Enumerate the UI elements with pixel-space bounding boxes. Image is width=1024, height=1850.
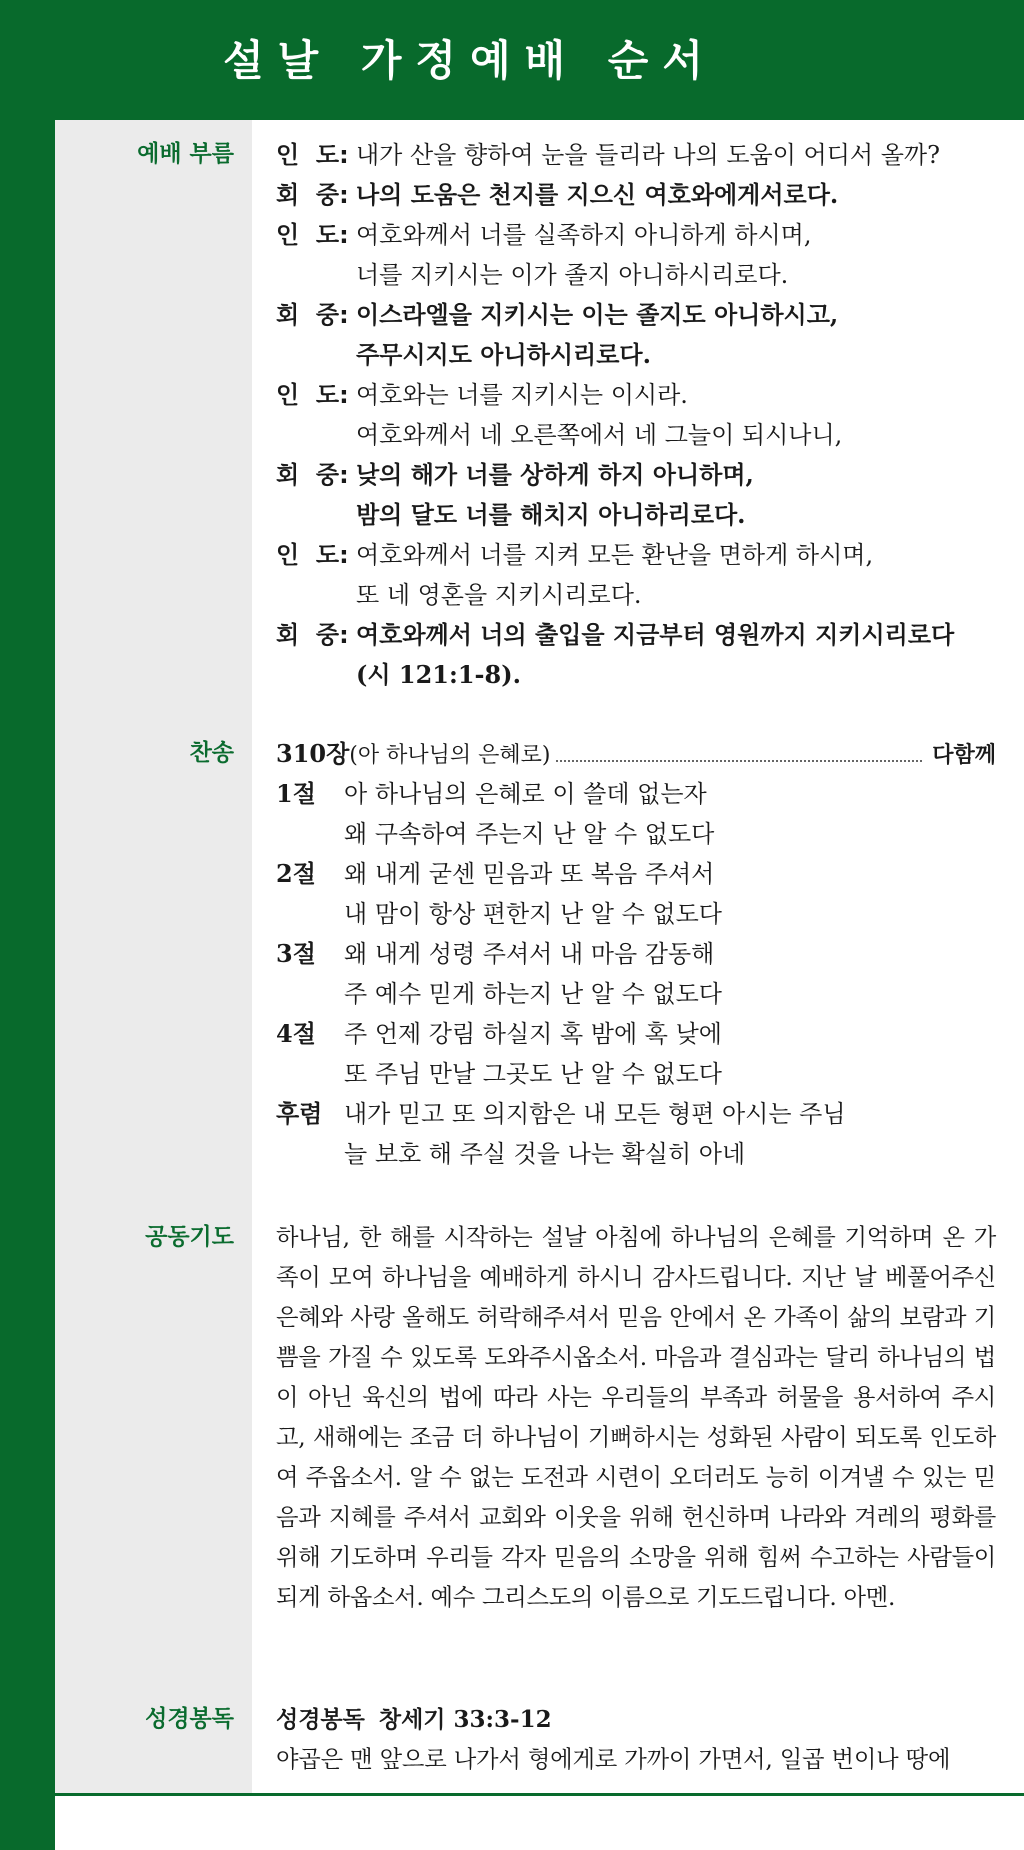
verse-line	[276, 1054, 996, 1094]
call-line	[276, 655, 996, 695]
call-line	[276, 215, 996, 255]
verse-text: 또 주님 만날 그곳도 난 알 수 없도다	[344, 1060, 722, 1088]
call-line-text: 여호와께서 네 오른쪽에서 네 그늘이 되시나니,	[356, 421, 843, 449]
call-to-worship-section	[276, 135, 996, 695]
call-line	[276, 615, 996, 655]
header-bar	[0, 0, 1024, 120]
verse-line	[276, 774, 996, 814]
section-label-scripture: 성경봉독	[145, 1706, 234, 1732]
call-line-text: 여호와께서 너를 지켜 모든 환난을 면하게 하시며,	[356, 541, 874, 569]
scripture-reference: 창세기 33:3-12	[378, 1706, 552, 1733]
section-label-hymn: 찬송	[189, 740, 234, 766]
scripture-section	[276, 1700, 996, 1780]
call-line-text: 나의 도움은 천지를 지으신 여호와에게서로다.	[356, 180, 839, 209]
verse-text: 늘 보호 해 주실 것을 나는 확실히 아네	[344, 1140, 746, 1168]
verse-text: 왜 내게 굳센 믿음과 또 복음 주셔서	[344, 860, 715, 888]
call-line-text: 밤의 달도 너를 해치지 아니하리로다.	[356, 500, 746, 529]
call-line	[276, 175, 996, 215]
hymn-number: 310장	[276, 739, 350, 768]
speaker-label: 회 중:	[276, 621, 349, 649]
section-label-prayer: 공동기도	[145, 1224, 234, 1250]
scripture-heading	[276, 1700, 996, 1740]
verse-label: 4절	[276, 1019, 316, 1048]
section-label-column	[55, 120, 252, 1795]
call-line	[276, 335, 996, 375]
verse-text: 왜 구속하여 주는지 난 알 수 없도다	[344, 820, 715, 848]
verse-label: 후렴	[276, 1099, 323, 1128]
call-line-text: 이스라엘을 지키시는 이는 졸지도 아니하시고,	[356, 300, 839, 329]
speaker-label: 회 중:	[276, 461, 349, 489]
call-line-text: 여호와께서 너의 출입을 지금부터 영원까지 지키시리로다	[356, 620, 955, 649]
speaker-label: 인 도:	[276, 221, 349, 249]
section-label-call-to-worship: 예배 부름	[137, 141, 234, 167]
hymn-title: (아 하나님의 은혜로)	[349, 743, 551, 768]
call-line-text: 또 네 영혼을 지키시리로다.	[356, 581, 642, 609]
hymn-performer: 다함께	[932, 743, 996, 768]
call-line	[276, 135, 996, 175]
call-line-text: 내가 산을 향하여 눈을 들리라 나의 도움이 어디서 올까?	[356, 141, 940, 169]
call-line	[276, 255, 996, 295]
page-title: 설날 가정예배 순서	[223, 36, 717, 85]
verse-label: 3절	[276, 939, 316, 968]
verse-line	[276, 894, 996, 934]
verse-text: 내가 믿고 또 의지함은 내 모든 형편 아시는 주님	[344, 1100, 846, 1128]
verse-label: 1절	[276, 779, 316, 808]
hymn-section	[276, 734, 996, 1174]
speaker-label: 회 중:	[276, 181, 349, 209]
call-to-worship-lines	[276, 135, 996, 695]
bottom-divider	[55, 1793, 1024, 1796]
speaker-label: 인 도:	[276, 381, 349, 409]
call-line	[276, 575, 996, 615]
call-line-text: 여호와는 너를 지키시는 이시라.	[356, 381, 688, 409]
call-line	[276, 455, 996, 495]
speaker-label: 인 도:	[276, 141, 349, 169]
speaker-label: 인 도:	[276, 541, 349, 569]
call-line-text: 낮의 해가 너를 상하게 하지 아니하며,	[356, 460, 754, 489]
verse-line	[276, 934, 996, 974]
verse-line	[276, 1014, 996, 1054]
verse-text: 내 맘이 항상 편한지 난 알 수 없도다	[344, 900, 722, 928]
call-line-text: (시 121:1-8).	[356, 660, 521, 689]
verse-text: 주 예수 믿게 하는지 난 알 수 없도다	[344, 980, 722, 1008]
verse-line	[276, 854, 996, 894]
hymn-verses	[276, 774, 996, 1174]
call-line	[276, 535, 996, 575]
call-line-text: 주무시지도 아니하시리로다.	[356, 340, 651, 369]
verse-text: 왜 내게 성령 주셔서 내 마음 감동해	[344, 940, 715, 968]
call-line	[276, 295, 996, 335]
prayer-text: 하나님, 한 해를 시작하는 설날 아침에 하나님의 은혜를 기억하며 온 가족이 모여 하나님을 예배하게 하시니 감사드립니다. 지난 날 베풀어주신 은혜와 사랑 올해도 허락해주셔서 믿음 안에서 온 가족이 삶의 보람과 기쁨을 가질 수 있도록 도와주시옵소서. 마음과 결심과는 달리 하나님의 법이 아닌 육신의 법에 따라 사는 우리들의 부족과 허물을 용서하여 주시고, 새해에는 조금 더 하나님이 기뻐하시는 성화된 사람이 되도록 인도하여 주옵소서. 알 수 없는 도전과 시련이 오더러도 능히 이겨낼 수 있는 믿음과 지혜를 주셔서 교회와 이웃을 위해 헌신하며 나라와 겨레의 평화를 위해 기도하며 우리들 각자 믿음의 소망을 위해 힘써 수고하는 사람들이 되게 하옵소서. 예수 그리스도의 이름으로 기도드립니다. 아멘.	[276, 1224, 996, 1611]
scripture-heading-label: 성경봉독	[276, 1706, 365, 1733]
call-line	[276, 415, 996, 455]
call-line-text: 여호와께서 너를 실족하지 아니하게 하시며,	[356, 221, 812, 249]
left-accent-strip	[0, 120, 55, 1850]
scripture-text: 야곱은 맨 앞으로 나가서 형에게로 가까이 가면서, 일곱 번이나 땅에	[276, 1746, 951, 1773]
verse-line	[276, 814, 996, 854]
call-line	[276, 375, 996, 415]
speaker-label: 회 중:	[276, 301, 349, 329]
verse-line	[276, 1094, 996, 1134]
leader-dots	[556, 760, 922, 762]
verse-label: 2절	[276, 859, 316, 888]
verse-text: 주 언제 강림 하실지 혹 밤에 혹 낮에	[344, 1020, 722, 1048]
prayer-section	[276, 1218, 996, 1618]
verse-line	[276, 974, 996, 1014]
hymn-heading	[276, 734, 996, 774]
call-line	[276, 495, 996, 535]
call-line-text: 너를 지키시는 이가 졸지 아니하시리로다.	[356, 261, 789, 289]
verse-text: 아 하나님의 은혜로 이 쓸데 없는자	[344, 780, 707, 808]
verse-line	[276, 1134, 996, 1174]
